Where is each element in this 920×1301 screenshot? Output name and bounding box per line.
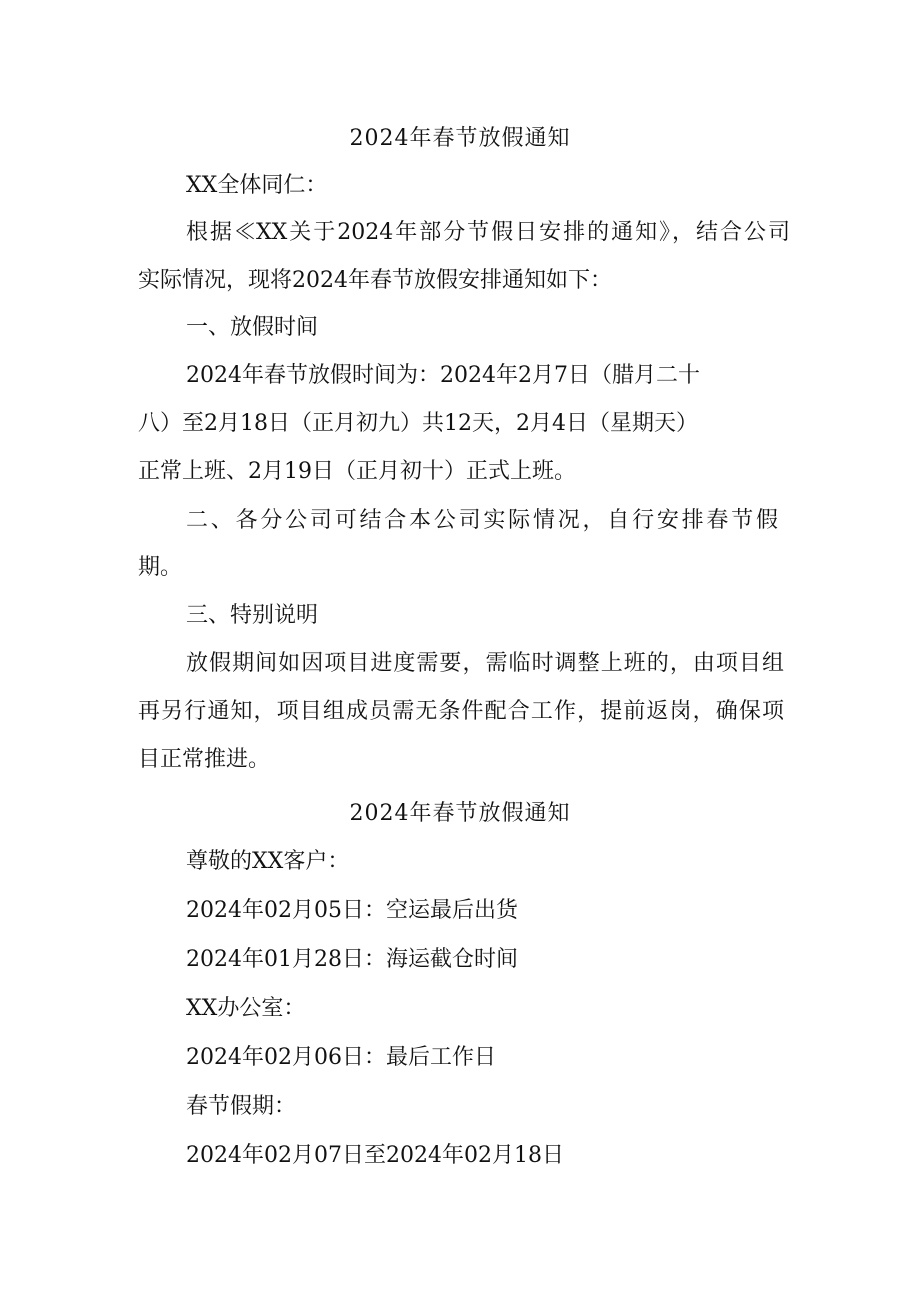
notice1-section3-line3: 目正常推进。: [138, 747, 271, 772]
notice2-holiday-range: 2024年02月07日至2024年02月18日: [186, 1143, 564, 1168]
notice1-title: 2024年春节放假通知: [349, 126, 571, 151]
notice1-section1-line1: 2024年春节放假时间为：2024年2月7日（腊月二十: [186, 363, 700, 388]
notice2-last-workday: 2024年02月06日：最后工作日: [186, 1045, 496, 1070]
notice2-title: 2024年春节放假通知: [349, 801, 571, 826]
notice1-section1-line3: 正常上班、2月19日（正月初十）正式上班。: [138, 459, 576, 484]
notice1-greeting: XX全体同仁：: [186, 173, 328, 198]
notice1-section1-heading: 一、放假时间: [186, 315, 319, 340]
notice2-holiday-heading: 春节假期：: [186, 1094, 297, 1119]
notice2-greeting: 尊敬的XX客户：: [186, 849, 350, 874]
notice2-air-freight: 2024年02月05日：空运最后出货: [186, 898, 518, 923]
notice1-section1-line2: 八）至2月18日（正月初九）共12天，2月4日（星期天）: [138, 411, 698, 436]
notice1-section3-line1: 放假期间如因项目进度需要，需临时调整上班的，由项目组: [186, 651, 784, 676]
notice1-section2-line1: 二、各分公司可结合本公司实际情况，自行安排春节假: [186, 508, 778, 533]
notice1-section3-heading: 三、特别说明: [186, 603, 319, 628]
notice1-section3-line2: 再另行通知，项目组成员需无条件配合工作，提前返岗，确保项: [138, 699, 784, 724]
notice1-section2-line2: 期。: [138, 555, 183, 580]
notice2-sea-freight: 2024年01月28日：海运截仓时间: [186, 947, 518, 972]
notice1-intro-line2: 实际情况，现将2024年春节放假安排通知如下：: [138, 268, 612, 293]
notice2-office-heading: XX办公室：: [186, 996, 306, 1021]
notice1-intro-line1: 根据≪XX关于2024年部分节假日安排的通知》，结合公司: [186, 220, 790, 245]
